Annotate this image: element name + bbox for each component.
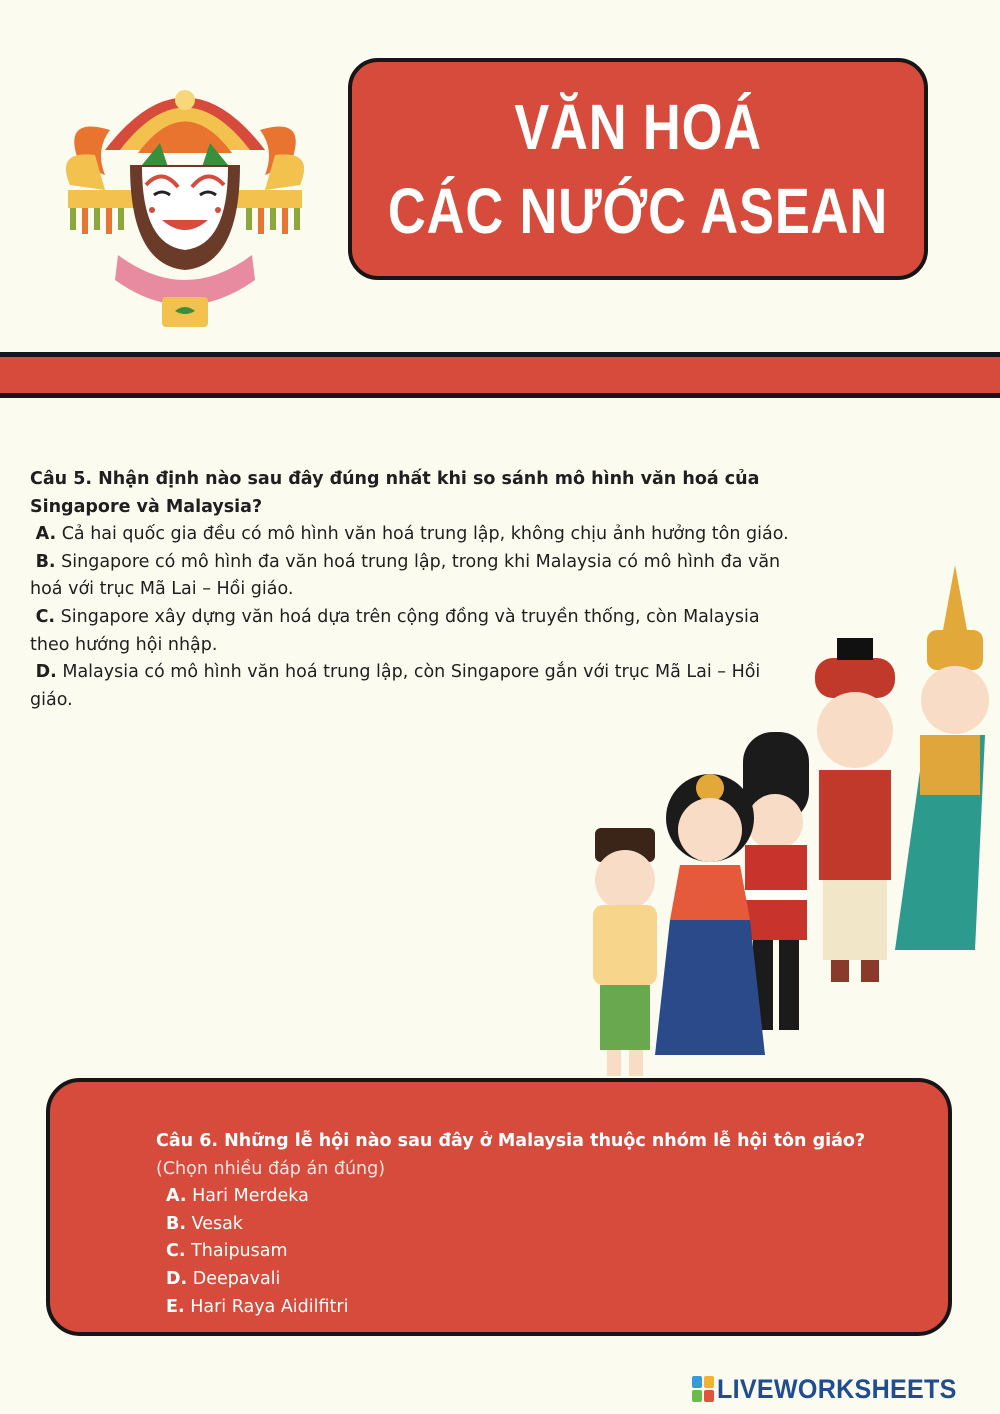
question-6 — [156, 1128, 916, 1321]
option-text: Thaipusam — [191, 1241, 288, 1262]
question-6-title: Câu 6. Những lễ hội nào sau đây ở Malaysia thuộc nhóm lễ hội tôn giáo? — [156, 1131, 866, 1151]
asean-people-illustration — [575, 560, 995, 1080]
option-text: Hari Merdeka — [192, 1186, 309, 1207]
title-banner — [348, 58, 928, 280]
question-6-option-e[interactable] — [156, 1294, 916, 1322]
option-text: Vesak — [191, 1213, 243, 1234]
liveworksheets-logo[interactable] — [692, 1374, 975, 1404]
question-6-card — [46, 1078, 952, 1336]
chinese-man-figure — [815, 638, 895, 982]
malay-boy-figure — [593, 828, 657, 1076]
question-6-option-a[interactable] — [156, 1183, 916, 1211]
option-letter: A. — [35, 524, 57, 545]
option-letter: D. — [166, 1268, 188, 1289]
option-letter: E. — [166, 1296, 185, 1317]
option-text: Cả hai quốc gia đều có mô hình văn hoá trung lập, không chịu ảnh hưởng tôn giáo. — [61, 524, 789, 545]
question-6-option-c[interactable] — [156, 1238, 916, 1266]
question-6-option-d[interactable] — [156, 1266, 916, 1294]
question-6-hint: (Chọn nhiều đáp án đúng) — [156, 1158, 386, 1179]
korean-girl-figure — [655, 774, 765, 1055]
option-text: Hari Raya Aidilfitri — [190, 1296, 349, 1317]
option-letter: D. — [35, 662, 57, 683]
question-6-option-b[interactable] — [156, 1211, 916, 1239]
decorative-band — [0, 352, 1000, 398]
question-5-option-a[interactable] — [30, 521, 830, 549]
question-5-title: Câu 5. Nhận định nào sau đây đúng nhất khi so sánh mô hình văn hoá của Singapore và Malaysia? — [30, 469, 760, 517]
option-text: Singapore xây dựng văn hoá dựa trên cộng đồng và truyền thống, còn Malaysia — [60, 606, 760, 627]
thai-dancer-figure — [895, 565, 989, 950]
option-letter: C. — [35, 606, 56, 627]
option-text-continued: giáo. — [30, 689, 73, 710]
page-title-line-1: VĂN HOÁ — [514, 91, 762, 163]
option-text: Singapore có mô hình đa văn hoá trung lập, trong khi Malaysia có mô hình đa văn — [61, 551, 781, 572]
option-text: Malaysia có mô hình văn hoá trung lập, còn Singapore gắn với trục Mã Lai – Hồi — [62, 662, 761, 683]
liveworksheets-logo-text: LIVEWORKSHEETS — [717, 1373, 957, 1404]
option-text-continued: hoá với trục Mã Lai – Hồi giáo. — [30, 579, 294, 600]
option-letter: C. — [166, 1241, 186, 1262]
mask-face — [130, 165, 240, 270]
page-title-line-2: CÁC NƯỚC ASEAN — [387, 175, 889, 247]
option-letter: B. — [166, 1213, 186, 1234]
liveworksheets-logo-icon — [692, 1376, 714, 1402]
option-letter: B. — [35, 551, 56, 572]
option-letter: A. — [166, 1186, 187, 1207]
option-text: Deepavali — [192, 1268, 281, 1289]
option-text-continued: theo hướng hội nhập. — [30, 634, 218, 655]
mask-illustration — [50, 55, 320, 335]
